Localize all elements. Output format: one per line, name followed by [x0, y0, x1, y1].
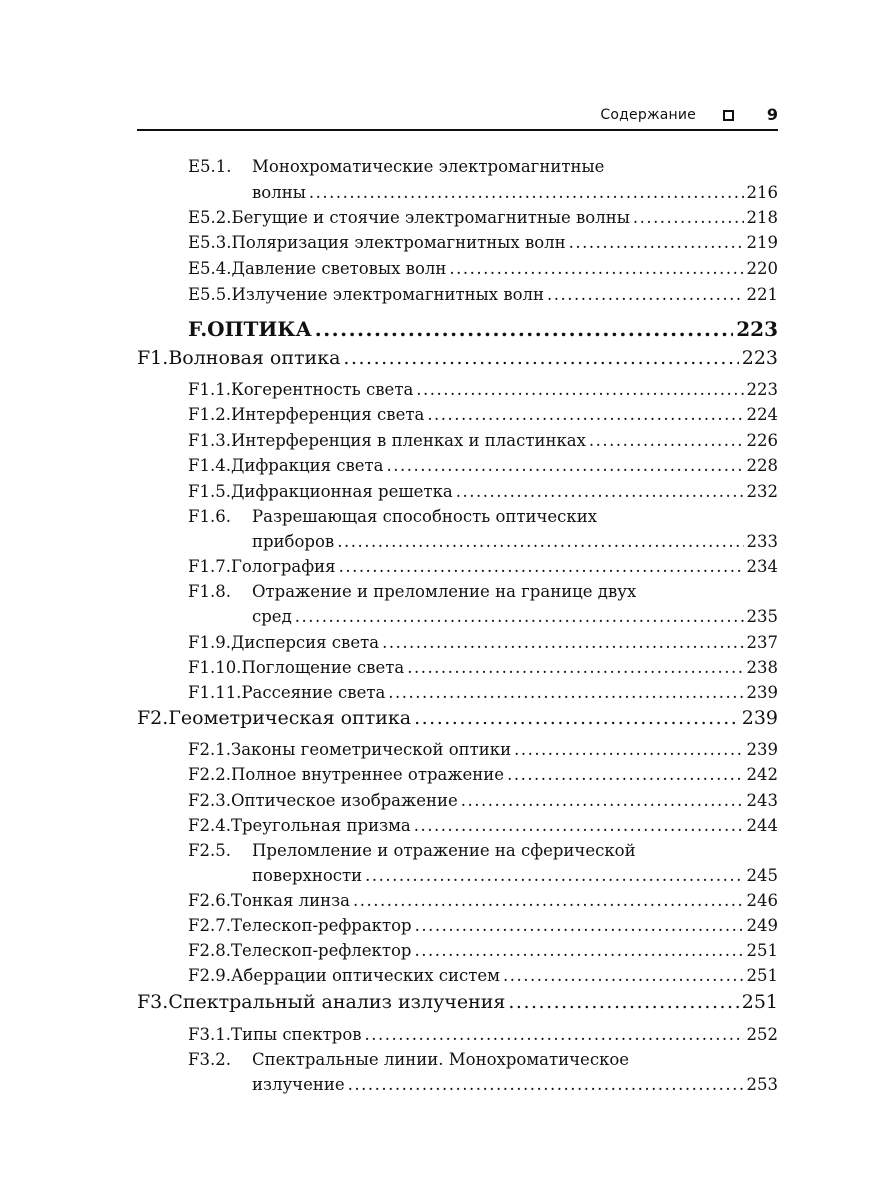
entry-title: Преломление и отражение на сферической [252, 841, 636, 860]
dot-leader [449, 259, 743, 278]
entry-title: Отражение и преломление на границе двух [252, 582, 637, 601]
entry-number: F2.9. [188, 966, 231, 985]
toc-entry-f31[interactable] [188, 1025, 778, 1044]
toc-section-f3[interactable] [137, 991, 778, 1013]
entry-title-continued: приборов [252, 532, 335, 551]
entry-title: Разрешающая способность оптических [252, 507, 598, 526]
toc-entry-f110[interactable] [188, 658, 778, 677]
entry-title: Бегущие и стоячие электромагнитные волны [231, 208, 630, 227]
entry-page: 251 [746, 941, 778, 960]
entry-page: 220 [746, 259, 778, 278]
section-title: Волновая оптика [168, 347, 341, 369]
toc-entry-f17[interactable] [188, 557, 778, 576]
dot-leader [337, 532, 743, 551]
dot-leader [414, 707, 739, 729]
entry-number: F2.4. [188, 816, 231, 835]
dot-leader [343, 347, 738, 369]
dot-leader [353, 891, 744, 910]
entry-title: Дифракционная решетка [230, 482, 453, 501]
entry-title: Давление световых волн [231, 259, 447, 278]
entry-page: 216 [746, 183, 778, 202]
entry-page: 252 [746, 1025, 778, 1044]
entry-number: F2.8. [188, 941, 231, 960]
dot-leader [547, 285, 743, 304]
toc-entry-f29[interactable] [188, 966, 778, 985]
toc-entry-f19[interactable] [188, 633, 778, 652]
entry-title: Аберрации оптических систем [230, 966, 500, 985]
entry-number: F2.7. [188, 916, 231, 935]
entry-number: F1.2. [188, 405, 231, 424]
entry-page: 221 [746, 285, 778, 304]
toc-entry-f18[interactable] [252, 607, 778, 626]
entry-title: Интерференция в пленках и пластинках [230, 431, 586, 450]
entry-page: 242 [746, 765, 778, 784]
entry-title: Законы геометрической оптики [230, 740, 512, 759]
toc-entry-e53[interactable] [188, 233, 778, 252]
entry-number: F1.6. [188, 507, 231, 526]
toc-entry-e52[interactable] [188, 208, 778, 227]
dot-leader [387, 456, 744, 475]
entry-number: E5.1. [188, 157, 232, 176]
toc-entry-f25-first-line [188, 841, 636, 860]
entry-number: F1.10. [188, 658, 242, 677]
entry-page: 232 [746, 482, 778, 501]
toc-part-f[interactable] [188, 317, 778, 341]
entry-title: Треугольная призма [230, 816, 411, 835]
entry-page: 223 [746, 380, 778, 399]
entry-title: Телескоп-рефрактор [230, 916, 412, 935]
entry-number: F2.3. [188, 791, 231, 810]
entry-title: Поглощение света [241, 658, 405, 677]
entry-page: 253 [746, 1075, 778, 1094]
section-page: 223 [741, 347, 778, 369]
entry-page: 249 [746, 916, 778, 935]
dot-leader [427, 405, 743, 424]
toc-entry-f15[interactable] [188, 482, 778, 501]
section-number: F3. [137, 991, 169, 1013]
toc-entry-f26[interactable] [188, 891, 778, 910]
section-title: Спектральный анализ излучения [168, 991, 506, 1013]
toc-section-f1[interactable] [137, 347, 778, 369]
toc-entry-f21[interactable] [188, 740, 778, 759]
entry-page: 239 [746, 740, 778, 759]
toc-entry-f24[interactable] [188, 816, 778, 835]
entry-number: F1.1. [188, 380, 231, 399]
entry-number: F2.6. [188, 891, 231, 910]
dot-leader [507, 765, 743, 784]
toc-entry-e51[interactable] [252, 183, 778, 202]
dot-leader [295, 607, 744, 626]
entry-page: 238 [746, 658, 778, 677]
toc-entry-f11[interactable] [188, 380, 778, 399]
toc-entry-f27[interactable] [188, 916, 778, 935]
entry-title-continued: излучение [252, 1075, 345, 1094]
toc-entry-f32[interactable] [252, 1075, 778, 1094]
dot-leader [503, 966, 744, 985]
dot-leader [514, 740, 743, 759]
toc-entry-e51-first-line [188, 157, 604, 176]
header-title: Содержание [600, 107, 696, 123]
entry-title: Рассеяние света [241, 683, 386, 702]
entry-number: E5.2. [188, 208, 232, 227]
entry-page: 233 [746, 532, 778, 551]
dot-leader [633, 208, 744, 227]
dot-leader [456, 482, 744, 501]
toc-entry-f16-first-line [188, 507, 597, 526]
entry-page: 246 [746, 891, 778, 910]
toc-entry-f28[interactable] [188, 941, 778, 960]
section-number: F1. [137, 347, 169, 369]
dot-leader [309, 183, 744, 202]
dot-leader [382, 633, 743, 652]
entry-number: E5.3. [188, 233, 232, 252]
entry-number: F3.2. [188, 1050, 231, 1069]
entry-number: F1.5. [188, 482, 231, 501]
toc-entry-f12[interactable] [188, 405, 778, 424]
dot-leader [416, 380, 743, 399]
dot-leader [407, 658, 743, 677]
entry-page: 235 [746, 607, 778, 626]
entry-title: Монохроматические электромагнитные [252, 157, 605, 176]
entry-page: 228 [746, 456, 778, 475]
toc-entry-f14[interactable] [188, 456, 778, 475]
entry-title: Тонкая линза [230, 891, 350, 910]
dot-leader [339, 557, 744, 576]
entry-title: Голография [230, 557, 336, 576]
entry-title: Полное внутреннее отражение [230, 765, 505, 784]
entry-title: Спектральные линии. Монохроматическое [252, 1050, 630, 1069]
dot-leader [414, 941, 743, 960]
section-title: Геометрическая оптика [168, 707, 412, 729]
toc-entry-f25[interactable] [252, 866, 778, 885]
dot-leader [461, 791, 744, 810]
entry-title-continued: поверхности [252, 866, 363, 885]
entry-page: 218 [746, 208, 778, 227]
entry-number: F1.11. [188, 683, 242, 702]
dot-leader [348, 1075, 744, 1094]
page-number: 9 [766, 105, 778, 124]
entry-number: F2.5. [188, 841, 231, 860]
entry-number: F1.7. [188, 557, 231, 576]
toc-entry-e55[interactable] [188, 285, 778, 304]
entry-page: 239 [746, 683, 778, 702]
toc-entry-f32-first-line [188, 1050, 629, 1069]
entry-page: 244 [746, 816, 778, 835]
entry-number: F2.1. [188, 740, 231, 759]
dot-leader [589, 431, 744, 450]
entry-number: F1.3. [188, 431, 231, 450]
entry-page: 243 [746, 791, 778, 810]
part-title: ОПТИКА [207, 317, 312, 341]
toc-entry-f23[interactable] [188, 791, 778, 810]
dot-leader [415, 916, 744, 935]
toc-entry-f13[interactable] [188, 431, 778, 450]
entry-title: Оптическое изображение [230, 791, 458, 810]
entry-title: Излучение электромагнитных волн [231, 285, 545, 304]
entry-page: 237 [746, 633, 778, 652]
entry-title: Дисперсия света [230, 633, 380, 652]
dot-leader [508, 991, 738, 1013]
toc-entry-f18-first-line [188, 582, 636, 601]
entry-title: Когерентность света [230, 380, 414, 399]
dot-leader [414, 816, 744, 835]
entry-number: F2.2. [188, 765, 231, 784]
dot-leader [388, 683, 743, 702]
dot-leader [365, 1025, 744, 1044]
toc-entry-f22[interactable] [188, 765, 778, 784]
toc-section-f2[interactable] [137, 707, 778, 729]
dot-leader [569, 233, 744, 252]
entry-page: 234 [746, 557, 778, 576]
entry-title: Телескоп-рефлектор [230, 941, 412, 960]
entry-number: F1.9. [188, 633, 231, 652]
entry-page: 224 [746, 405, 778, 424]
dot-leader [365, 866, 743, 885]
toc-entry-f16[interactable] [252, 532, 778, 551]
entry-page: 245 [746, 866, 778, 885]
part-page: 223 [736, 317, 778, 341]
part-number: F. [188, 317, 208, 341]
entry-title: Интерференция света [230, 405, 425, 424]
entry-number: E5.4. [188, 259, 232, 278]
entry-number: F1.4. [188, 456, 231, 475]
dot-leader [315, 317, 734, 341]
toc-entry-f111[interactable] [188, 683, 778, 702]
entry-number: F3.1. [188, 1025, 231, 1044]
toc-entry-e54[interactable] [188, 259, 778, 278]
entry-number: E5.5. [188, 285, 232, 304]
entry-page: 219 [746, 233, 778, 252]
section-page: 239 [741, 707, 778, 729]
section-page: 251 [741, 991, 778, 1013]
entry-title: Дифракция света [230, 456, 384, 475]
entry-page: 251 [746, 966, 778, 985]
entry-page: 226 [746, 431, 778, 450]
entry-title-continued: сред [252, 607, 292, 626]
entry-title: Типы спектров [230, 1025, 362, 1044]
section-number: F2. [137, 707, 169, 729]
entry-title: Поляризация электромагнитных волн [231, 233, 566, 252]
entry-number: F1.8. [188, 582, 231, 601]
entry-title-continued: волны [252, 183, 306, 202]
